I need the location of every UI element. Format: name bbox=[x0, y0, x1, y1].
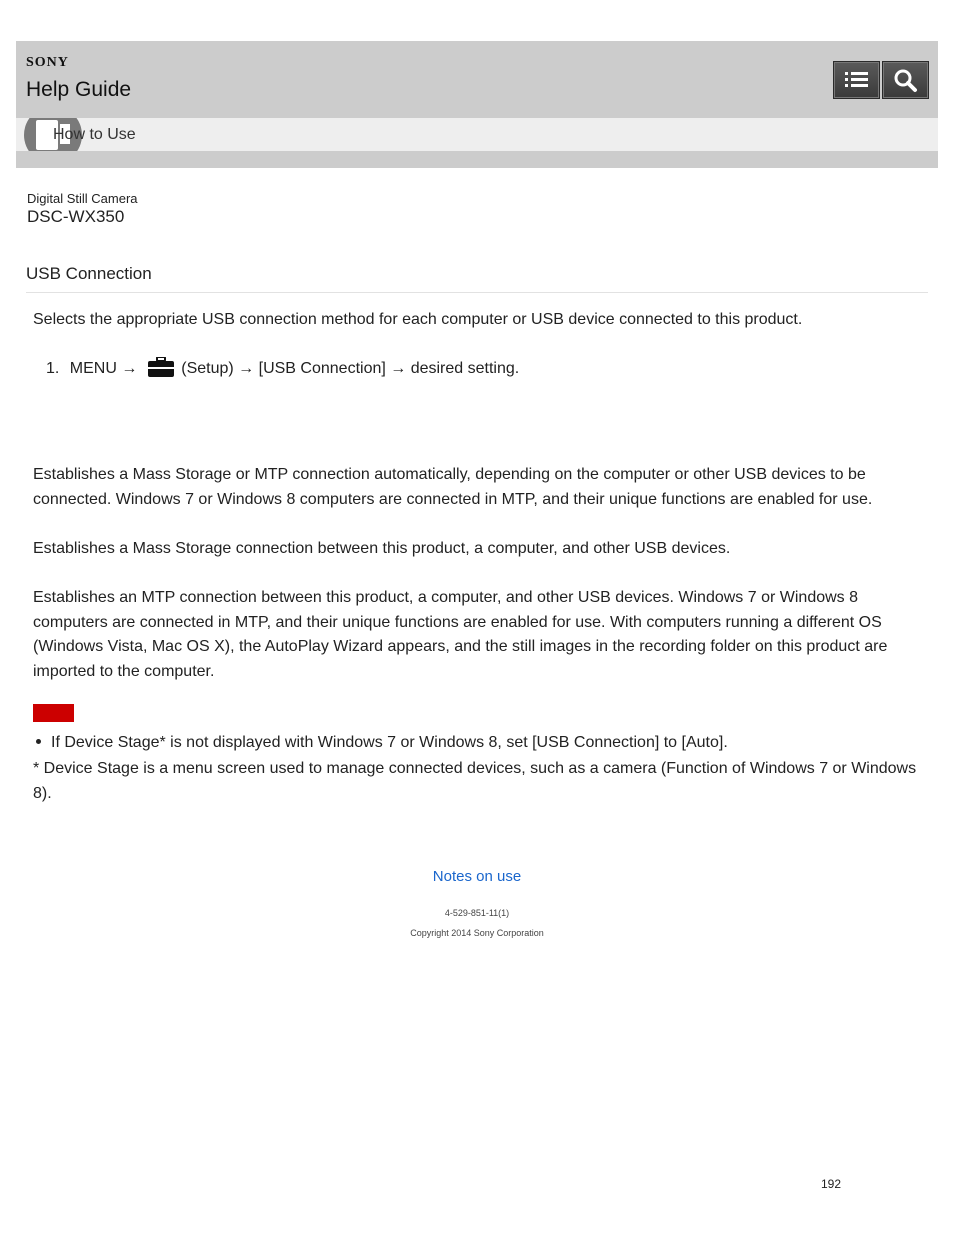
footnote: * Device Stage is a menu screen used to manage connected devices, such as a camera (Function of Windows 7 or Windows 8). bbox=[33, 760, 917, 802]
search-icon bbox=[883, 62, 928, 98]
step-text-before: MENU → bbox=[69, 360, 138, 377]
intro-text: Selects the appropriate USB connection method for each computer or USB device connected to this product. bbox=[33, 311, 803, 328]
help-guide-title: Help Guide bbox=[26, 78, 132, 101]
list-icon bbox=[834, 62, 879, 98]
step-number: 1. bbox=[46, 360, 60, 377]
copyright: Copyright 2014 Sony Corporation bbox=[410, 928, 544, 938]
note-badge bbox=[33, 704, 74, 722]
setup-toolbox-icon bbox=[148, 357, 174, 377]
page-title: USB Connection bbox=[26, 264, 152, 283]
product-model: DSC-WX350 bbox=[27, 207, 125, 226]
search-button[interactable] bbox=[882, 61, 929, 99]
bullet-dot-icon bbox=[36, 739, 41, 744]
product-type: Digital Still Camera bbox=[27, 191, 138, 206]
title-divider bbox=[26, 292, 928, 293]
option-mass-storage-description: Establishes a Mass Storage connection between this product, a computer, and other USB devices. bbox=[33, 540, 731, 557]
page-header bbox=[16, 41, 938, 168]
category-bar bbox=[16, 118, 938, 151]
related-topic-link[interactable]: Notes on use bbox=[432, 868, 522, 885]
option-auto-description: Establishes a Mass Storage or MTP connection automatically, depending on the computer or other USB devices to be connected. Windows 7 or Windows 8 computers are connected in MTP, and their unique functions are enabled for use. bbox=[33, 466, 873, 508]
option-mtp-description: Establishes an MTP connection between this product, a computer, and other USB devices. Windows 7 or Windows 8 computers are connected in MTP, and their unique functions are enabled for use. With computers running a different OS (Windows Vista, Mac OS X), the AutoPlay Wizard appears, and the still images in the recording folder on this product are imported to the computer. bbox=[33, 589, 888, 680]
page-number: 192 bbox=[821, 1177, 842, 1191]
step-text-after: (Setup) → [USB Connection] → desired setting. bbox=[181, 360, 520, 377]
note-item bbox=[33, 731, 728, 755]
document-id: 4-529-851-11(1) bbox=[444, 908, 510, 918]
note-item-text: If Device Stage* is not displayed with Windows 7 or Windows 8, set [USB Connection] to [Auto]. bbox=[51, 734, 728, 751]
table-of-contents-button[interactable] bbox=[833, 61, 880, 99]
sony-logo: SONY bbox=[26, 55, 69, 70]
procedure-step bbox=[46, 357, 519, 381]
category-how-to-use[interactable]: How to Use bbox=[53, 126, 136, 143]
